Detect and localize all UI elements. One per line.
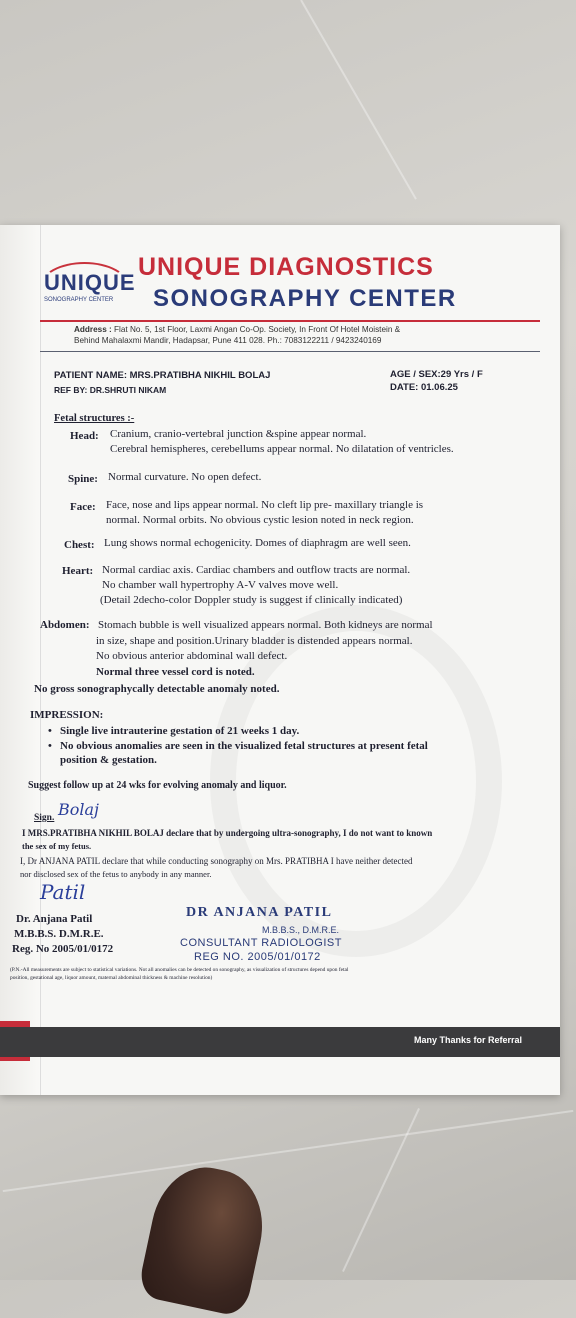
report-date: DATE: 01.06.25 — [390, 382, 458, 393]
section-title: Fetal structures :- — [54, 413, 135, 424]
impression-bullet-2-cont: position & gestation. — [60, 754, 157, 766]
finger-shadow — [137, 1158, 274, 1318]
clinic-title: UNIQUE DIAGNOSTICS — [138, 253, 434, 281]
finding-label-heart: Heart: — [62, 565, 94, 577]
finding-abdomen-line: Stomach bubble is well visualized appears normal. Both kidneys are normal — [98, 619, 433, 631]
finding-face-line: normal. Normal orbits. No obvious cystic lesion noted in neck region. — [106, 514, 414, 526]
summary-line: No gross sonographycally detectable anomaly noted. — [34, 683, 280, 695]
stamp-degree: M.B.B.S., D.M.R.E. — [262, 925, 340, 935]
clinic-subtitle: SONOGRAPHY CENTER — [153, 285, 457, 312]
impression-title: IMPRESSION: — [30, 709, 104, 721]
logo: UNIQUE — [44, 270, 136, 295]
doctor-name: Dr. Anjana Patil — [16, 913, 93, 925]
age-sex: AGE / SEX:29 Yrs / F — [390, 369, 483, 380]
header-divider — [40, 320, 540, 322]
declaration-line-3: I, Dr ANJANA PATIL declare that while conducting sonography on Mrs. PRATIBHA I have neither detected — [20, 856, 413, 866]
referred-by: REF BY: DR.SHRUTI NIKAM — [54, 385, 167, 395]
sign-label: Sign. — [34, 813, 55, 823]
logo-subtext: SONOGRAPHY CENTER — [44, 297, 114, 303]
address-line-1: Flat No. 5, 1st Floor, Laxmi Angan Co-Op. Society, In Front Of Hotel Moistein & — [114, 325, 401, 334]
finding-heart-line: No chamber wall hypertrophy A-V valves move well. — [102, 579, 339, 591]
address-divider — [40, 351, 540, 352]
doctor-reg: Reg. No 2005/01/0172 — [12, 943, 114, 955]
stamp-reg: REG NO. 2005/01/0172 — [194, 951, 321, 963]
finding-spine-line: Normal curvature. No open defect. — [108, 471, 262, 483]
finding-head-line: Cranium, cranio-vertebral junction &spine appear normal. — [110, 428, 367, 440]
declaration-line-2: the sex of my fetus. — [22, 841, 92, 851]
finding-label-abdomen: Abdomen: — [40, 619, 90, 631]
finding-heart-line: (Detail 2decho-color Doppler study is suggest if clinically indicated) — [100, 594, 403, 606]
finding-abdomen-line: No obvious anterior abdominal wall defect. — [96, 650, 288, 662]
doctor-degree: M.B.B.S. D.M.R.E. — [14, 928, 104, 940]
floor-tile-seam — [342, 1108, 420, 1272]
finding-label-spine: Spine: — [68, 473, 98, 485]
finding-abdomen-line: in size, shape and position.Urinary bladder is distended appears normal. — [96, 635, 413, 647]
declaration-line-1: I MRS.PRATIBHA NIKHIL BOLAJ declare that by undergoing ultra-sonography, I do not want to known — [22, 828, 433, 838]
finding-label-face: Face: — [70, 501, 96, 513]
footer-thanks: Many Thanks for Referral — [413, 1035, 522, 1045]
clinic-address — [74, 324, 454, 346]
impression-bullet-2: • No obvious anomalies are seen in the visualized fetal structures at present fetal — [60, 740, 428, 752]
address-line-2: Behind Mahalaxmi Mandir, Hadapsar, Pune 411 028. Ph.: 7083122211 / 9423240169 — [74, 336, 382, 345]
finding-head-line: Cerebral hemispheres, cerebellums appear normal. No dilatation of ventricles. — [110, 443, 454, 455]
disclaimer-line-1: (P.N.-All measurements are subject to statistical variations. Not all anomalies can be detected on sonography, as visualization of structures depend upon fetal — [10, 967, 349, 973]
disclaimer-line-2: position, gestational age, liquor amount, maternal abdominal thickness & machine resolution) — [10, 975, 213, 981]
address-label: Address : — [74, 325, 112, 334]
finding-chest-line: Lung shows normal echogenicity. Domes of diaphragm are well seen. — [104, 537, 411, 549]
doctor-signature: Patil — [40, 880, 86, 904]
patient-name: PATIENT NAME: MRS.PRATIBHA NIKHIL BOLAJ — [54, 370, 271, 381]
finding-abdomen-line: Normal three vessel cord is noted. — [96, 666, 255, 678]
left-page-edge — [0, 225, 41, 1095]
finding-face-line: Face, nose and lips appear normal. No cleft lip pre- maxillary triangle is — [106, 499, 424, 511]
impression-bullet-1: • Single live intrauterine gestation of 21 weeks 1 day. — [60, 725, 299, 737]
stamp-name: DR ANJANA PATIL — [186, 905, 333, 920]
follow-up-note: Suggest follow up at 24 wks for evolving anomaly and liquor. — [28, 780, 287, 791]
floor-tile-seam — [300, 0, 417, 200]
report-document — [0, 225, 560, 1095]
patient-signature: Bolaj — [58, 800, 100, 819]
floor-tile-seam — [3, 1110, 574, 1192]
stamp-title: CONSULTANT RADIOLOGIST — [180, 937, 342, 949]
finding-label-head: Head: — [70, 430, 99, 442]
declaration-line-4: nor disclosed sex of the fetus to anybody in any manner. — [20, 869, 212, 879]
finding-label-chest: Chest: — [64, 539, 95, 551]
finding-heart-line: Normal cardiac axis. Cardiac chambers and outflow tracts are normal. — [102, 564, 411, 576]
